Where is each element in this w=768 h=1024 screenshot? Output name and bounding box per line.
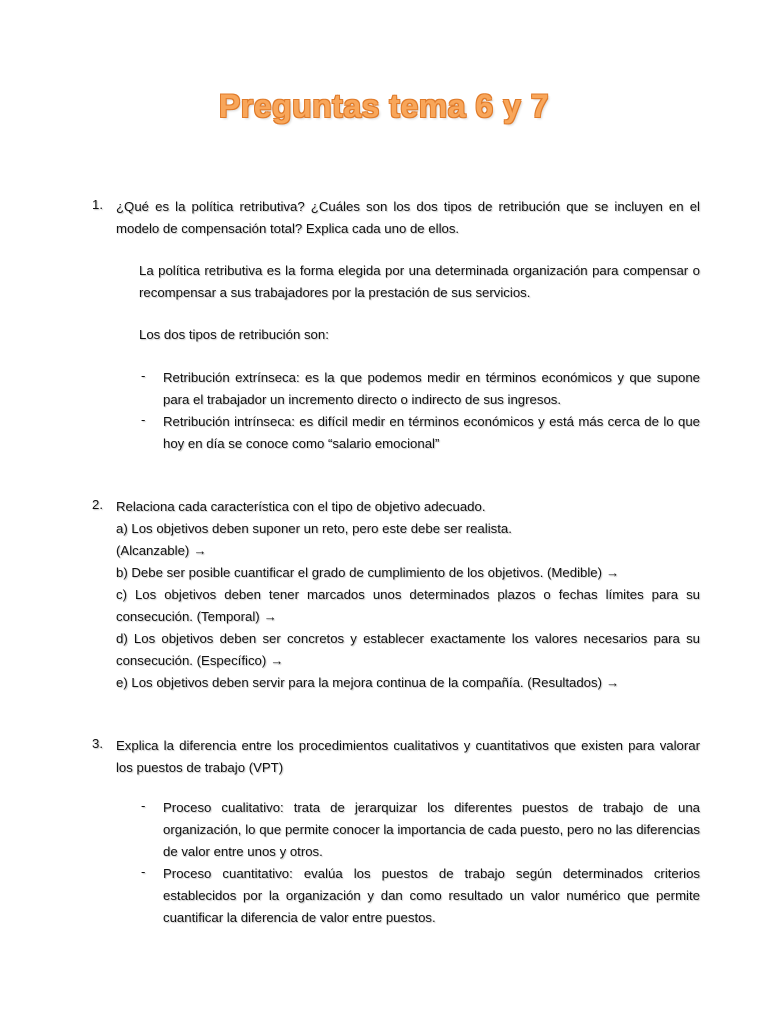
item-b-text: b) Debe ser posible cuantificar el grado de cumplimiento de los objetivos. (Medible) <box>116 565 602 580</box>
bullet-dash: - <box>141 368 146 383</box>
answer-1-bullet-extrinseca: Retribución extrínseca: es la que podemos medir en términos económicos y que supone para el trabajador un incremento directo o indirecto de sus ingresos. <box>163 370 700 407</box>
answer-3-bullet-cuantitativo: Proceso cuantitativo: evalúa los puestos de trabajo según determinados criterios establecidos por la organización y dan como resultado un valor numérico que permite cuantificar la diferencia de valor entre puestos. <box>163 866 700 925</box>
arrow-right-icon: → <box>193 543 207 558</box>
question-3-number: 3. <box>92 736 103 751</box>
document-title: Preguntas tema 6 y 7 <box>218 88 550 124</box>
question-2-item-a <box>116 518 700 562</box>
item-a-answer: (Alcanzable) <box>116 543 190 558</box>
question-2-item-b <box>116 562 700 584</box>
question-1-number: 1. <box>92 197 103 212</box>
question-2-text: Relaciona cada característica con el tipo de objetivo adecuado. <box>116 499 486 514</box>
bullet-dash: - <box>141 864 146 879</box>
question-2-item-d <box>116 628 700 672</box>
question-2-item-e <box>116 672 700 694</box>
item-e-text: e) Los objetivos deben servir para la mejora continua de la compañía. (Resultados) <box>116 675 603 690</box>
arrow-right-icon: → <box>606 565 620 580</box>
answer-3-bullet-cualitativo: Proceso cualitativo: trata de jerarquizar los diferentes puestos de trabajo de una organización, lo que permite conocer la importancia de cada puesto, pero no las diferencias de valor entre unos y otros. <box>163 800 700 859</box>
bullet-dash: - <box>141 412 146 427</box>
arrow-right-icon: → <box>606 675 620 690</box>
answer-1-bullet-intrinseca: Retribución intrínseca: es difícil medir en términos económicos y está más cerca de lo que hoy en día se conoce como “salario emocional” <box>163 414 700 451</box>
question-1-text: ¿Qué es la política retributiva? ¿Cuáles son los dos tipos de retribución que se incluyen en el modelo de compensación total? Explica cada uno de ellos. <box>116 199 700 236</box>
item-c-text: c) Los objetivos deben tener marcados unos determinados plazos o fechas límites para su consecución. (Temporal) <box>116 587 700 624</box>
answer-1-paragraph-1: La política retributiva es la forma elegida por una determinada organización para compensar o recompensar a sus trabajadores por la prestación de sus servicios. <box>139 263 700 300</box>
arrow-right-icon: → <box>263 609 277 624</box>
bullet-dash: - <box>141 798 146 813</box>
answer-1-paragraph-2: Los dos tipos de retribución son: <box>139 327 329 342</box>
item-a-text: a) Los objetivos deben suponer un reto, pero este debe ser realista. <box>116 521 512 536</box>
question-3-text: Explica la diferencia entre los procedimientos cualitativos y cuantitativos que existen para valorar los puestos de trabajo (VPT) <box>116 738 700 775</box>
question-2-number: 2. <box>92 497 103 512</box>
question-2-item-c <box>116 584 700 628</box>
arrow-right-icon: → <box>270 653 284 668</box>
item-d-text: d) Los objetivos deben ser concretos y establecer exactamente los valores necesarios para su consecución. (Específico) <box>116 631 700 668</box>
